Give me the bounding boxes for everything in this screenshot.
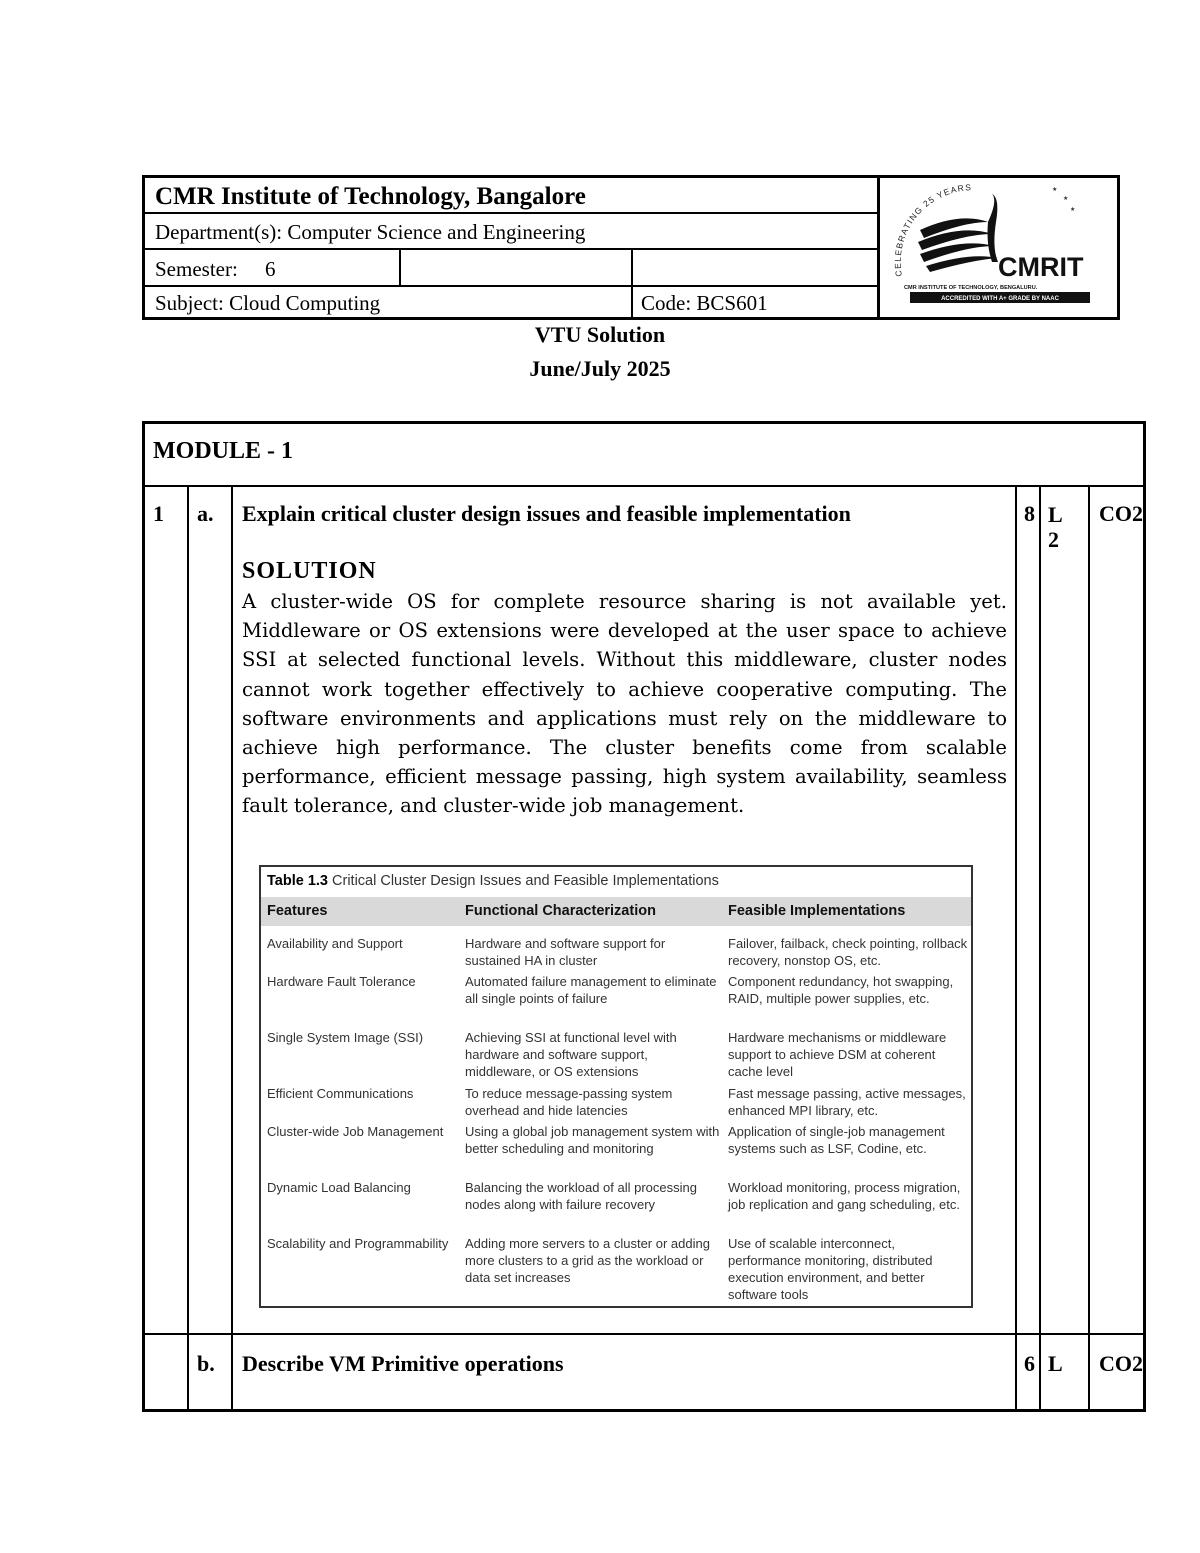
- cell-functional: Achieving SSI at functional level with hardware and software support, middleware, or OS extensions: [465, 1030, 677, 1079]
- cell-feature: Scalability and Programmability: [267, 1236, 449, 1251]
- module-table: [142, 421, 1146, 1412]
- logo-name: CMRIT: [998, 252, 1084, 282]
- divider: [187, 485, 189, 1409]
- department-label: Department(s): Computer Science and Engineering: [155, 220, 586, 244]
- cell-functional: Automated failure management to eliminate all single points of failure: [465, 974, 717, 1006]
- cell-functional: To reduce message-passing system overhead and hide latencies: [465, 1086, 673, 1118]
- divider: [399, 250, 401, 287]
- cell-feature: Availability and Support: [267, 936, 403, 951]
- divider: [631, 287, 633, 320]
- solution-heading: SOLUTION: [242, 558, 377, 584]
- cell-feasible: Component redundancy, hot swapping, RAID, multiple power supplies, etc.: [728, 974, 954, 1006]
- cell-feasible: Application of single-job management systems such as LSF, Codine, etc.: [728, 1124, 945, 1156]
- exam-session: June/July 2025: [529, 356, 671, 381]
- course-outcome: CO2: [1099, 502, 1143, 526]
- subject-label: Subject: Cloud Computing: [155, 291, 381, 315]
- cmrit-logo: [880, 178, 1120, 318]
- divider: [145, 1333, 1143, 1335]
- svg-text:★: ★: [1063, 196, 1069, 202]
- divider: [1088, 485, 1090, 1409]
- divider: [1015, 485, 1017, 1409]
- header-table: [142, 175, 1120, 320]
- cell-feature: Efficient Communications: [267, 1086, 414, 1101]
- header-feasible: Feasible Implementations: [728, 903, 906, 919]
- cell-feasible: Fast message passing, active messages, enhanced MPI library, etc.: [728, 1086, 966, 1118]
- institute-name: CMR Institute of Technology, Bangalore: [155, 183, 586, 210]
- divider: [231, 485, 233, 1409]
- cell-feasible: Hardware mechanisms or middleware support to achieve DSM at coherent cache level: [728, 1030, 947, 1079]
- svg-text:★: ★: [1070, 207, 1076, 213]
- figure-header-row: [261, 897, 971, 926]
- semester-row: [145, 250, 877, 287]
- figure-table: [259, 865, 973, 1308]
- question-part: a.: [197, 501, 214, 526]
- cell-feature: Hardware Fault Tolerance: [267, 974, 416, 989]
- institute-row: [145, 178, 877, 214]
- question-level: L: [1048, 1351, 1063, 1376]
- cell-feature: Single System Image (SSI): [267, 1030, 424, 1045]
- semester-label: Semester:: [155, 257, 238, 281]
- figure-title: Critical Cluster Design Issues and Feasible Implementations: [332, 873, 719, 889]
- figure-number: Table 1.3: [267, 873, 328, 889]
- course-code: Code: BCS601: [641, 291, 768, 315]
- document-title: VTU Solution: [534, 322, 666, 347]
- logo-cell: [877, 178, 1120, 320]
- cell-feasible: Failover, failback, check pointing, rollback recovery, nonstop OS, etc.: [728, 936, 968, 968]
- header-functional: Functional Characterization: [465, 903, 656, 919]
- module-title: MODULE - 1: [153, 438, 293, 464]
- logo-arc-text: CELEBRATING 25 YEARS: [892, 182, 973, 278]
- question-part: b.: [197, 1351, 215, 1376]
- cell-feature: Dynamic Load Balancing: [267, 1180, 411, 1195]
- svg-text:★: ★: [1052, 187, 1058, 193]
- cell-feature: Cluster-wide Job Management: [267, 1124, 444, 1139]
- divider: [631, 250, 633, 287]
- naac-badge-text: ACCREDITED WITH A+ GRADE BY NAAC: [941, 296, 1059, 302]
- cell-functional: Using a global job management system with better scheduling and monitoring: [465, 1124, 720, 1156]
- question-text: Describe VM Primitive operations: [242, 1351, 564, 1376]
- question-level: L 2: [1048, 502, 1063, 552]
- question-marks: 6: [1024, 1351, 1035, 1376]
- course-outcome: CO2: [1099, 1352, 1143, 1376]
- semester-value: 6: [265, 257, 276, 281]
- logo-subtitle: CMR INSTITUTE OF TECHNOLOGY, BENGALURU.: [904, 285, 1038, 291]
- question-marks: 8: [1024, 501, 1035, 526]
- department-row: [145, 214, 877, 250]
- cell-feasible: Workload monitoring, process migration, job replication and gang scheduling, etc.: [728, 1180, 961, 1212]
- question-number: 1: [153, 501, 164, 526]
- divider: [1039, 485, 1041, 1409]
- question-text: Explain critical cluster design issues and feasible implementation: [242, 501, 851, 526]
- subject-row: [145, 287, 877, 320]
- cell-functional: Hardware and software support for sustained HA in cluster: [465, 936, 666, 968]
- header-features: Features: [267, 903, 328, 919]
- cell-functional: Adding more servers to a cluster or adding more clusters to a grid as the workload or data set increases: [465, 1236, 710, 1285]
- divider: [145, 485, 1143, 487]
- cell-functional: Balancing the workload of all processing nodes along with failure recovery: [465, 1180, 697, 1212]
- cell-feasible: Use of scalable interconnect, performance monitoring, distributed execution environment, and better software tools: [728, 1236, 933, 1302]
- figure-caption: [267, 873, 719, 889]
- solution-text: A cluster-wide OS for complete resource sharing is not available yet. Middleware or OS extensions were developed at the user space to achieve SSI at selected functional levels. Without this middleware, cluster nodes cannot work together effectively to achieve cooperative computing. The software environments and applications must rely on the middleware to achieve high performance. The cluster benefits come from scalable performance, efficient message passing, high system availability, seamless fault tolerance, and cluster-wide job management.: [242, 590, 1007, 818]
